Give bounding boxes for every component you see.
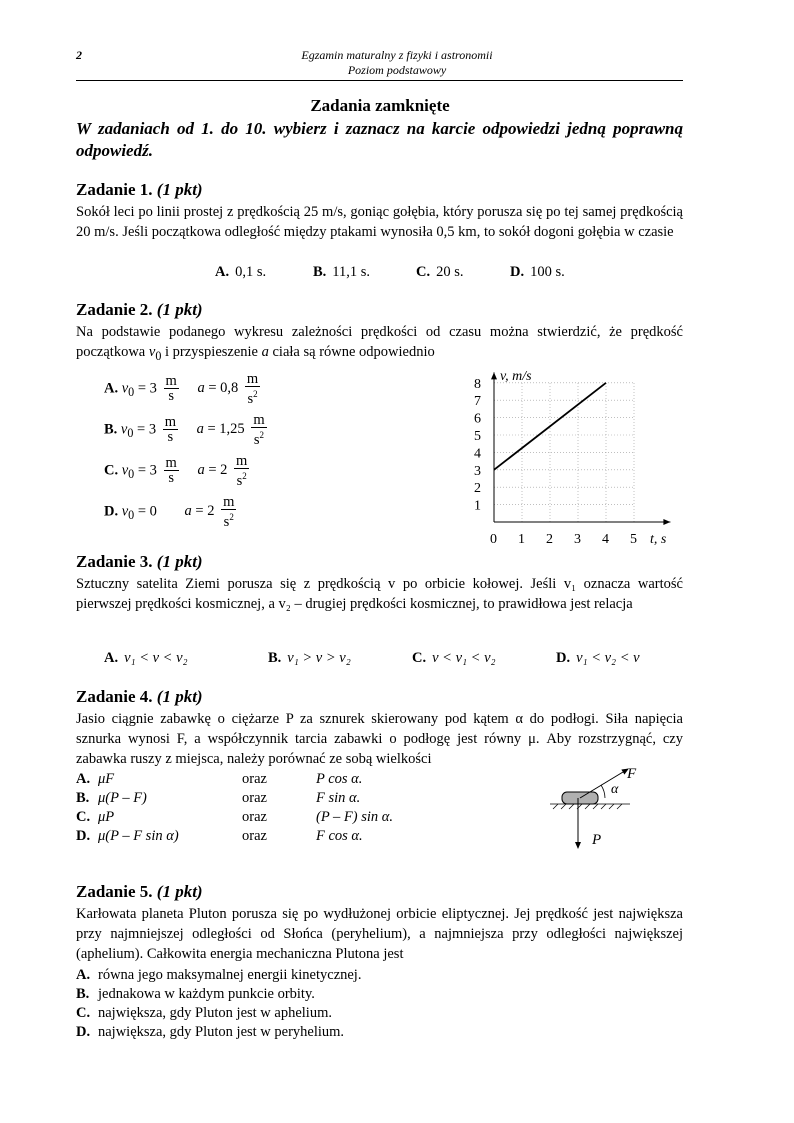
acceleration-unit: $\frac{m}{s^2}$ — [223, 494, 235, 530]
angle-arc — [601, 785, 605, 798]
section-title: Zadania zamknięte — [310, 96, 450, 115]
task2-points: (1 pkt) — [156, 300, 203, 319]
velocity-unit: $\frac{m}{s}$ — [165, 373, 177, 405]
y-tick-label: 1 — [474, 498, 481, 514]
x-tick-label: 4 — [602, 532, 609, 547]
page-number: 2 — [76, 48, 82, 62]
task3-option-a[interactable]: A. v₁ < v < v₂ — [104, 650, 188, 666]
exam-header — [0, 48, 794, 78]
task2-option-c[interactable]: C. $v_0 = 3$ $\frac{m}{s}$ a = 2 $\frac{m}{s^2}$ — [104, 453, 248, 489]
task1-points: (1 pkt) — [156, 180, 203, 199]
task1-text: Sokół leci po linii prostej z prędkością 25 m/s, goniąc gołębia, który porusza się po tej samej prędkością 20 m/s. Jeśli początkowa odległość między ptakami wynosiła 0,5 km, to sokół dogoni gołębia w czasie — [76, 204, 683, 240]
velocity-unit: $\frac{m}{s}$ — [165, 455, 177, 487]
task4-heading — [76, 687, 203, 707]
x-tick-label: 1 — [518, 532, 525, 547]
task2-heading — [76, 300, 203, 320]
task5-option-b[interactable]: B. jednakowa w każdym punkcie orbity. — [76, 986, 315, 1002]
exam-title: Egzamin maturalny z fizyki i astronomii — [301, 48, 493, 62]
velocity-unit: $\frac{m}{s}$ — [164, 414, 176, 446]
chart-axes — [491, 372, 670, 525]
y-tick-label: 6 — [474, 411, 481, 427]
chart-ylabel: v, m/s — [500, 369, 532, 384]
task1-heading — [76, 180, 203, 200]
weight-label: P — [592, 832, 602, 848]
task4-title: Zadanie 4. — [76, 687, 153, 706]
task3-title: Zadanie 3. — [76, 552, 153, 571]
x-tick-label: 0 — [490, 532, 497, 547]
task5-option-d[interactable]: D. największa, gdy Pluton jest w peryhelium. — [76, 1024, 345, 1040]
task5-text: Karłowata planeta Pluton porusza się po wydłużonej orbicie eliptycznej. Jej prędkość jest największa przy najmniejszej odległości od Słońca (peryhelium), a najmniejsza przy odległości największej (aphelium). Całkowita energia mechaniczna Plutona jest — [76, 906, 683, 962]
exam-level: Poziom podstawowy — [347, 63, 447, 77]
y-tick-label: 2 — [474, 481, 481, 497]
x-tick-label: 2 — [546, 532, 553, 547]
velocity-time-chart — [470, 360, 685, 550]
chart-ticks — [474, 377, 637, 547]
x-axis-arrowhead — [663, 519, 670, 525]
task3-points: (1 pkt) — [156, 552, 203, 571]
y-tick-label: 5 — [474, 429, 481, 444]
task1-option-d[interactable]: D. 100 s. — [510, 264, 565, 280]
task2-text: Na podstawie podanego wykresu zależności prędkości od czasu można stwierdzić, że prędkość początkowa $v_0$ i przyspieszenie a ciała są równe odpowiednio — [76, 324, 683, 363]
toy-force-diagram — [545, 762, 655, 854]
task4-text: Jasio ciągnie zabawkę o ciężarze P za sznurek skierowany pod kątem α do podłogi. Siła napięcia sznurka wynosi F, a współczynnik tarcia zabawki o podłogę jest równy μ. Aby rozstrzygnąć, czy zabawka ruszy z miejsca, należy porównać ze sobą wielkości — [76, 711, 683, 767]
task2-option-d[interactable]: D. $v_0 = 0$ a = 2 $\frac{m}{s^2}$ — [104, 494, 235, 530]
task3-option-d[interactable]: D. v₁ < v₂ < v — [556, 650, 640, 666]
task5-option-a[interactable]: A. równa jego maksymalnej energii kinetycznej. — [76, 967, 362, 983]
floor-hatching — [550, 804, 630, 809]
task1-title: Zadanie 1. — [76, 180, 153, 199]
task2-option-b[interactable]: B. $v_0 = 3$ $\frac{m}{s}$ a = 1,25 $\frac{m}{s^2}$ — [104, 412, 265, 448]
y-tick-label: 8 — [474, 376, 481, 392]
task5-heading — [76, 882, 203, 902]
y-tick-label: 7 — [474, 394, 481, 410]
angle-label: α — [611, 782, 619, 797]
chart-xlabel: t, s — [650, 532, 667, 547]
y-tick-label: 3 — [474, 463, 481, 479]
task2-title: Zadanie 2. — [76, 300, 153, 319]
instructions: W zadaniach od 1. do 10. wybierz i zaznacz na karcie odpowiedzi jedną poprawną odpowiedź. — [76, 119, 683, 160]
force-arrow — [580, 769, 628, 798]
force-label: F — [627, 766, 637, 782]
y-axis-arrowhead — [491, 372, 497, 379]
x-tick-label: 3 — [574, 532, 581, 547]
task5-points: (1 pkt) — [156, 882, 203, 901]
acceleration-unit: $\frac{m}{s^2}$ — [246, 371, 259, 407]
task1-option-a[interactable]: A. 0,1 s. — [215, 264, 267, 280]
task4-points: (1 pkt) — [156, 687, 203, 706]
header-divider — [76, 80, 683, 81]
acceleration-unit: $\frac{m}{s^2}$ — [236, 453, 248, 489]
task3-option-b[interactable]: B. v₁ > v > v₂ — [268, 650, 351, 666]
task3-text: Sztuczny satelita Ziemi porusza się z prędkością v po orbicie kołowej. Jeśli v₁ oznacza wartość pierwszej prędkości kosmicznej, a v₂ – drugiej prędkości kosmicznej, to prawidłowa jest relacja — [76, 576, 683, 612]
y-tick-label: 4 — [474, 446, 481, 462]
task2-option-a[interactable]: A. $v_0 = 3$ $\frac{m}{s}$ a = 0,8 $\frac{m}{s^2}$ — [104, 371, 259, 407]
task3-option-c[interactable]: C. v < v₁ < v₂ — [412, 650, 496, 666]
task3-heading — [76, 552, 203, 572]
task1-option-c[interactable]: C. 20 s. — [416, 264, 464, 280]
task5-title: Zadanie 5. — [76, 882, 153, 901]
acceleration-unit: $\frac{m}{s^2}$ — [253, 412, 265, 448]
x-tick-label: 5 — [630, 532, 637, 547]
task5-option-c[interactable]: C. największa, gdy Pluton jest w aphelium. — [76, 1005, 332, 1021]
task1-option-b[interactable]: B. 11,1 s. — [313, 264, 371, 280]
